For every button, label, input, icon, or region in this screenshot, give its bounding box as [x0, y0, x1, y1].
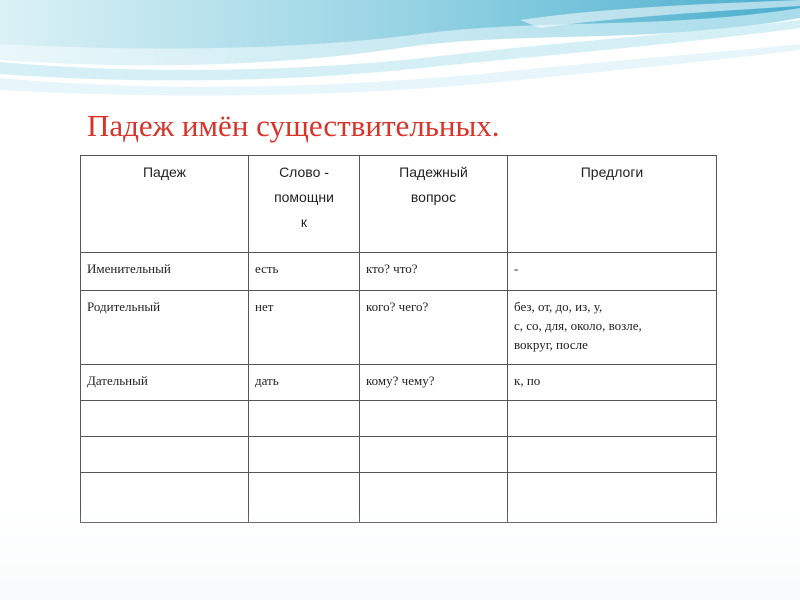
header-case-question [360, 156, 508, 253]
cell-empty [249, 401, 360, 437]
cell-prepositions [508, 253, 717, 291]
preposition-line: - [514, 261, 519, 276]
case-table-container [80, 155, 717, 523]
cell-question: кто? что? [360, 253, 508, 291]
cell-empty [360, 401, 508, 437]
preposition-line: с, со, для, около, возле, [514, 318, 642, 333]
cell-question: кого? чего? [360, 291, 508, 365]
cell-case: Родительный [81, 291, 249, 365]
cell-prepositions [508, 365, 717, 401]
preposition-line: вокруг, после [514, 337, 588, 352]
header-helper-word-line: к [300, 214, 308, 230]
cell-empty [81, 437, 249, 473]
cell-helper-word: дать [249, 365, 360, 401]
case-table [80, 155, 717, 523]
cell-case: Именительный [81, 253, 249, 291]
cell-empty [81, 401, 249, 437]
preposition-line: без, от, до, из, у, [514, 299, 603, 314]
cell-empty [360, 437, 508, 473]
table-row [81, 365, 717, 401]
header-case: Падеж [81, 156, 249, 253]
decorative-bottom-shade [0, 510, 800, 600]
header-case-question-line: вопрос [410, 189, 457, 205]
table-row-empty [81, 401, 717, 437]
header-case-question-line: Падежный [399, 164, 468, 180]
header-prepositions: Предлоги [508, 156, 717, 253]
cell-prepositions [508, 291, 717, 365]
header-helper-word-line: Слово - [279, 164, 329, 180]
decorative-wave-header [0, 0, 800, 100]
cell-empty [508, 437, 717, 473]
cell-case: Дательный [81, 365, 249, 401]
table-row-empty [81, 437, 717, 473]
header-helper-word [249, 156, 360, 253]
table-header-row [81, 156, 717, 253]
table-row [81, 253, 717, 291]
preposition-line: к, по [514, 373, 541, 388]
table-row [81, 291, 717, 365]
cell-question: кому? чему? [360, 365, 508, 401]
slide-title: Падеж имён существительных. [87, 108, 500, 143]
cell-helper-word: нет [249, 291, 360, 365]
cell-empty [249, 437, 360, 473]
cell-helper-word: есть [249, 253, 360, 291]
cell-empty [508, 401, 717, 437]
header-helper-word-line: помощни [274, 189, 334, 205]
